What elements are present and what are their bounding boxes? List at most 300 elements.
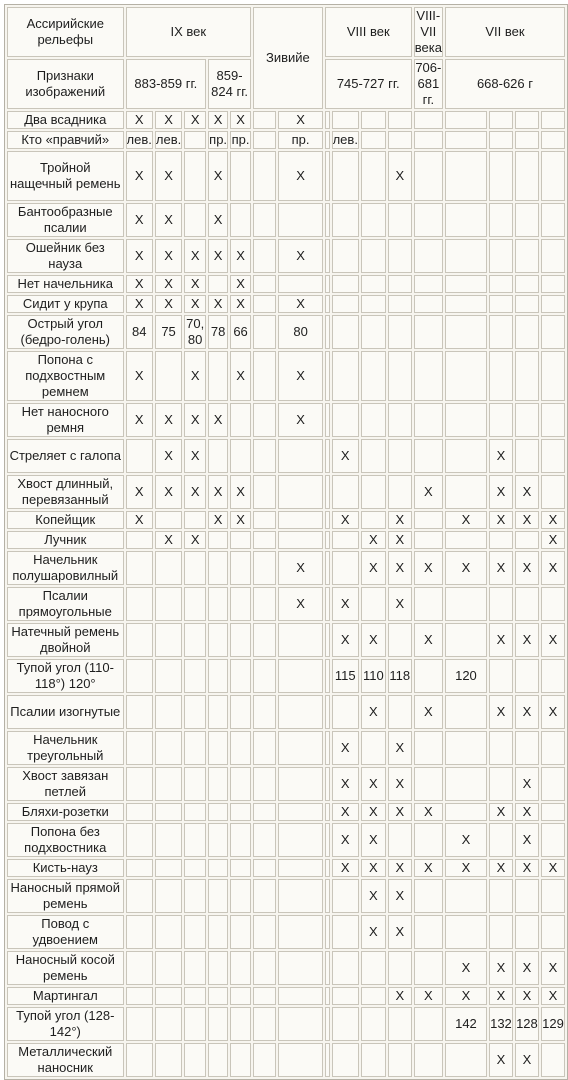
table-cell: X	[184, 295, 206, 313]
table-cell	[253, 151, 276, 201]
table-cell: X	[278, 587, 322, 621]
table-cell: X	[184, 403, 206, 437]
table-cell	[361, 475, 386, 509]
table-row	[7, 951, 565, 985]
table-cell	[445, 915, 487, 949]
table-cell	[155, 659, 182, 693]
table-cell	[278, 439, 322, 473]
table-cell	[253, 551, 276, 585]
table-cell	[253, 1007, 276, 1041]
header-corner-bottom: Признаки изображений	[7, 59, 124, 109]
row-label: Мартингал	[7, 987, 124, 1005]
table-cell: 115	[332, 659, 359, 693]
table-cell	[155, 859, 182, 877]
table-row	[7, 203, 565, 237]
table-cell	[253, 275, 276, 293]
table-cell: X	[414, 987, 443, 1005]
table-cell	[230, 1007, 251, 1041]
table-cell: 120	[445, 659, 487, 693]
table-cell	[541, 295, 565, 313]
table-cell	[253, 659, 276, 693]
table-cell	[489, 659, 513, 693]
table-cell	[541, 403, 565, 437]
table-cell: X	[208, 511, 228, 529]
table-cell	[361, 203, 386, 237]
table-cell	[253, 987, 276, 1005]
table-cell	[489, 879, 513, 913]
table-cell: X	[388, 151, 412, 201]
table-cell	[278, 915, 322, 949]
table-cell: X	[414, 551, 443, 585]
table-cell: X	[515, 1043, 539, 1077]
table-cell	[388, 1007, 412, 1041]
table-cell	[126, 587, 153, 621]
table-cell	[388, 403, 412, 437]
table-cell: X	[361, 879, 386, 913]
table-cell: X	[414, 803, 443, 821]
comparison-table	[4, 4, 568, 1080]
table-cell	[184, 767, 206, 801]
table-cell: X	[278, 551, 322, 585]
row-label: Тупой угол (128-142°)	[7, 1007, 124, 1041]
table-cell: X	[126, 511, 153, 529]
table-cell: 132	[489, 1007, 513, 1041]
table-cell	[155, 987, 182, 1005]
table-cell: X	[388, 767, 412, 801]
table-cell: X	[184, 351, 206, 401]
table-cell	[208, 731, 228, 765]
table-cell	[541, 111, 565, 129]
table-cell	[184, 987, 206, 1005]
row-label: Ошейник без науза	[7, 239, 124, 273]
table-cell	[489, 531, 513, 549]
table-cell	[184, 587, 206, 621]
table-cell	[278, 823, 322, 857]
table-cell: X	[414, 623, 443, 657]
header-century-7: VII век	[445, 7, 565, 57]
table-cell: X	[361, 695, 386, 729]
table-cell	[208, 767, 228, 801]
table-cell	[489, 131, 513, 149]
table-cell: X	[388, 731, 412, 765]
table-cell: X	[489, 1043, 513, 1077]
header-century-8-7: VIII-VII века	[414, 8, 442, 55]
table-cell: X	[489, 987, 513, 1005]
table-cell: X	[445, 551, 487, 585]
table-cell	[414, 531, 443, 549]
table-cell	[230, 531, 251, 549]
table-cell: X	[361, 915, 386, 949]
table-row	[7, 315, 565, 349]
table-cell	[230, 551, 251, 585]
table-cell	[414, 151, 443, 201]
table-cell: X	[208, 403, 228, 437]
table-cell: X	[332, 511, 359, 529]
table-row	[7, 111, 565, 129]
table-cell: X	[489, 623, 513, 657]
table-cell	[325, 659, 330, 693]
table-cell	[208, 351, 228, 401]
table-cell	[388, 823, 412, 857]
table-cell	[332, 951, 359, 985]
table-cell	[515, 111, 539, 129]
table-cell	[414, 879, 443, 913]
table-cell	[278, 475, 322, 509]
table-cell: X	[388, 551, 412, 585]
table-cell	[230, 987, 251, 1005]
row-label: Металлический наносник	[7, 1043, 124, 1077]
table-cell	[445, 767, 487, 801]
table-cell: X	[541, 951, 565, 985]
table-cell	[361, 1007, 386, 1041]
table-cell	[445, 1043, 487, 1077]
table-cell	[445, 151, 487, 201]
table-cell	[388, 351, 412, 401]
table-cell	[230, 915, 251, 949]
table-cell	[332, 915, 359, 949]
table-cell	[253, 439, 276, 473]
table-cell	[445, 275, 487, 293]
table-cell: X	[184, 275, 206, 293]
table-cell	[253, 879, 276, 913]
table-cell	[253, 131, 276, 149]
table-cell	[541, 731, 565, 765]
table-cell: X	[278, 295, 322, 313]
table-cell: X	[489, 475, 513, 509]
table-cell	[388, 239, 412, 273]
table-cell	[126, 1007, 153, 1041]
table-cell	[361, 511, 386, 529]
table-cell	[208, 439, 228, 473]
table-cell	[361, 295, 386, 313]
table-cell	[126, 823, 153, 857]
table-cell: X	[332, 587, 359, 621]
table-row	[7, 859, 565, 877]
table-cell	[208, 915, 228, 949]
table-cell	[253, 951, 276, 985]
table-cell	[414, 731, 443, 765]
table-cell: 78	[208, 315, 228, 349]
table-cell: X	[515, 511, 539, 529]
table-cell	[184, 623, 206, 657]
table-cell	[445, 351, 487, 401]
table-cell	[388, 295, 412, 313]
table-cell	[361, 239, 386, 273]
table-cell	[155, 623, 182, 657]
row-label: Начельник треугольный	[7, 731, 124, 765]
table-cell	[253, 1043, 276, 1077]
table-cell	[126, 987, 153, 1005]
table-row	[7, 587, 565, 621]
table-cell	[126, 859, 153, 877]
table-cell: 110	[361, 659, 386, 693]
table-cell	[515, 439, 539, 473]
table-cell	[515, 131, 539, 149]
table-cell	[253, 803, 276, 821]
table-cell: X	[541, 859, 565, 877]
table-cell: X	[155, 239, 182, 273]
table-cell	[208, 859, 228, 877]
table-cell: X	[361, 767, 386, 801]
table-cell	[388, 695, 412, 729]
table-cell	[325, 1007, 330, 1041]
table-cell: X	[414, 695, 443, 729]
table-cell	[332, 403, 359, 437]
table-cell	[230, 623, 251, 657]
table-cell: X	[515, 823, 539, 857]
table-row	[7, 475, 565, 509]
table-cell: 84	[126, 315, 153, 349]
table-cell: X	[515, 951, 539, 985]
table-cell	[325, 131, 330, 149]
table-cell	[414, 511, 443, 529]
table-row	[7, 879, 565, 913]
table-cell	[388, 951, 412, 985]
table-cell: лев.	[155, 132, 182, 147]
table-cell	[253, 767, 276, 801]
table-cell	[541, 915, 565, 949]
table-cell	[155, 767, 182, 801]
row-label: Натечный ремень двойной	[7, 623, 124, 657]
table-cell: X	[208, 203, 228, 237]
table-cell	[253, 915, 276, 949]
table-cell	[126, 623, 153, 657]
table-cell	[414, 767, 443, 801]
table-row	[7, 731, 565, 765]
table-cell	[388, 1043, 412, 1077]
table-cell	[332, 551, 359, 585]
table-cell	[414, 915, 443, 949]
table-cell	[361, 587, 386, 621]
table-cell	[332, 1007, 359, 1041]
table-cell	[388, 439, 412, 473]
row-label: Кто «правчий»	[7, 131, 124, 149]
table-cell	[253, 823, 276, 857]
table-cell	[278, 987, 322, 1005]
table-cell	[388, 203, 412, 237]
table-cell	[325, 295, 330, 313]
table-cell	[278, 623, 322, 657]
table-cell	[126, 803, 153, 821]
table-cell	[445, 439, 487, 473]
table-cell	[325, 695, 330, 729]
table-cell	[208, 695, 228, 729]
table-cell	[445, 131, 487, 149]
table-cell: 129	[541, 1007, 565, 1041]
table-cell	[126, 1043, 153, 1077]
table-cell	[184, 915, 206, 949]
table-cell: X	[515, 551, 539, 585]
row-label: Тройной нащечный ремень	[7, 151, 124, 201]
table-cell: X	[126, 475, 153, 509]
table-cell: X	[208, 111, 228, 129]
table-cell	[489, 767, 513, 801]
table-cell	[361, 951, 386, 985]
table-cell	[414, 823, 443, 857]
table-cell: X	[445, 951, 487, 985]
table-cell: X	[208, 475, 228, 509]
table-row	[7, 295, 565, 313]
table-cell	[361, 315, 386, 349]
table-cell: X	[541, 987, 565, 1005]
table-cell	[155, 695, 182, 729]
table-cell	[489, 203, 513, 237]
table-cell	[541, 239, 565, 273]
table-cell: 128	[515, 1007, 539, 1041]
table-cell	[155, 823, 182, 857]
table-cell	[325, 915, 330, 949]
table-cell	[278, 695, 322, 729]
table-cell	[515, 731, 539, 765]
table-cell	[325, 203, 330, 237]
table-cell	[414, 403, 443, 437]
table-cell: X	[515, 987, 539, 1005]
table-cell	[155, 879, 182, 913]
table-cell	[541, 275, 565, 293]
table-cell	[445, 315, 487, 349]
table-cell	[253, 295, 276, 313]
table-cell	[361, 131, 386, 149]
table-cell	[489, 295, 513, 313]
table-cell	[332, 315, 359, 349]
table-cell	[489, 239, 513, 273]
table-cell	[445, 295, 487, 313]
table-cell	[325, 623, 330, 657]
table-cell	[253, 315, 276, 349]
table-cell	[541, 439, 565, 473]
table-cell	[278, 731, 322, 765]
table-cell: лев.	[332, 132, 358, 147]
table-cell: 142	[445, 1007, 487, 1041]
table-cell	[230, 587, 251, 621]
table-cell: X	[126, 111, 153, 129]
table-cell	[332, 531, 359, 549]
table-cell: X	[388, 859, 412, 877]
table-cell: X	[515, 767, 539, 801]
table-cell	[414, 951, 443, 985]
table-cell	[414, 587, 443, 621]
table-cell	[278, 1007, 322, 1041]
table-cell	[541, 475, 565, 509]
table-cell	[388, 623, 412, 657]
table-cell: X	[489, 551, 513, 585]
row-label: Нет наносного ремня	[7, 403, 124, 437]
table-cell: X	[489, 951, 513, 985]
table-cell	[208, 803, 228, 821]
table-cell	[414, 315, 443, 349]
table-cell	[325, 951, 330, 985]
table-cell: X	[278, 403, 322, 437]
table-cell	[515, 879, 539, 913]
table-cell	[208, 623, 228, 657]
header-period-745-727: 745-727 гг.	[325, 59, 412, 109]
table-cell	[515, 151, 539, 201]
table-row	[7, 1043, 565, 1077]
table-cell	[445, 239, 487, 273]
table-cell: X	[489, 859, 513, 877]
table-cell	[445, 403, 487, 437]
table-cell	[184, 1043, 206, 1077]
table-cell	[489, 823, 513, 857]
table-cell: X	[361, 859, 386, 877]
table-row	[7, 511, 565, 529]
table-cell: X	[126, 239, 153, 273]
table-cell	[445, 803, 487, 821]
table-cell	[253, 859, 276, 877]
table-cell	[278, 1043, 322, 1077]
table-cell: X	[515, 859, 539, 877]
table-cell: X	[332, 803, 359, 821]
table-cell	[445, 587, 487, 621]
table-cell	[515, 531, 539, 549]
table-cell	[332, 275, 359, 293]
table-cell: X	[155, 151, 182, 201]
table-cell: X	[278, 151, 322, 201]
table-cell: 80	[278, 315, 322, 349]
table-cell	[230, 803, 251, 821]
table-cell: X	[445, 859, 487, 877]
table-cell: X	[184, 531, 206, 549]
table-cell	[445, 531, 487, 549]
table-cell	[155, 731, 182, 765]
table-cell	[541, 879, 565, 913]
table-cell	[184, 951, 206, 985]
table-cell	[515, 275, 539, 293]
table-cell	[541, 659, 565, 693]
table-row	[7, 987, 565, 1005]
table-cell: X	[388, 987, 412, 1005]
table-cell	[489, 587, 513, 621]
table-cell	[361, 351, 386, 401]
table-cell	[126, 659, 153, 693]
table-cell: X	[445, 823, 487, 857]
table-cell	[155, 915, 182, 949]
table-cell	[515, 351, 539, 401]
table-cell	[278, 203, 322, 237]
table-cell: X	[278, 111, 322, 129]
table-cell	[253, 475, 276, 509]
row-label: Бантообразные псалии	[7, 203, 124, 237]
table-cell	[445, 111, 487, 129]
table-cell	[278, 803, 322, 821]
table-cell: X	[541, 623, 565, 657]
table-cell: X	[414, 859, 443, 877]
table-cell: X	[126, 275, 153, 293]
table-cell	[184, 511, 206, 529]
table-cell	[414, 203, 443, 237]
table-row	[7, 695, 565, 729]
table-cell	[230, 859, 251, 877]
table-cell	[541, 587, 565, 621]
table-cell	[230, 151, 251, 201]
table-cell	[208, 587, 228, 621]
table-cell	[208, 659, 228, 693]
table-cell	[541, 131, 565, 149]
row-label: Псалии прямоугольные	[7, 587, 124, 621]
table-cell: пр.	[278, 131, 322, 149]
table-cell: X	[515, 803, 539, 821]
header-period-668-626: 668-626 г	[445, 59, 565, 109]
row-label: Нет начельника	[7, 275, 124, 293]
table-cell: X	[184, 111, 206, 129]
table-cell	[325, 351, 330, 401]
table-cell	[489, 915, 513, 949]
table-cell	[253, 731, 276, 765]
table-cell: X	[230, 111, 251, 129]
table-cell: X	[230, 275, 251, 293]
table-cell	[230, 695, 251, 729]
table-cell: X	[155, 531, 182, 549]
